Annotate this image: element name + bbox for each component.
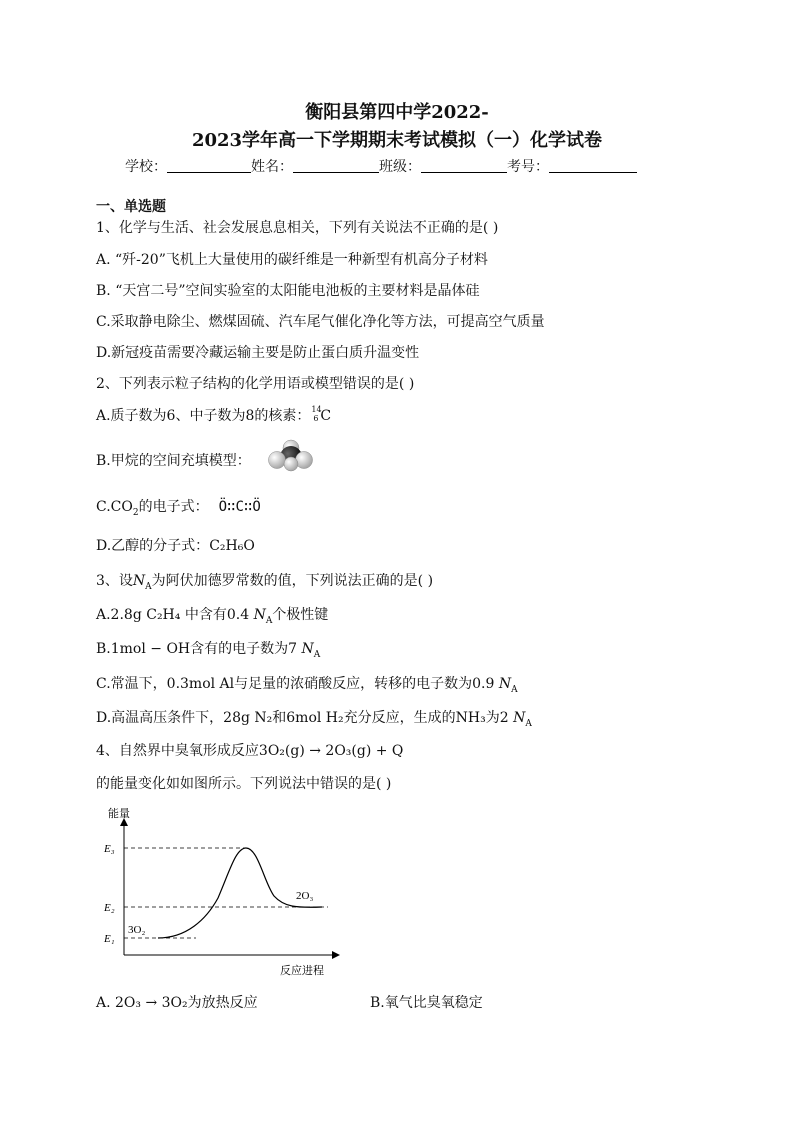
question-2-stem: 2、下列表示粒子结构的化学用语或模型错误的是( ): [96, 376, 415, 392]
product-label: 2O₃: [296, 890, 314, 902]
y-axis-label: 能量: [108, 808, 130, 820]
energy-profile-chart: [96, 800, 356, 980]
question-3-option-c: C.常温下，0.3mol Al与足量的浓硝酸反应，转移的电子数为0.9 $N_A$: [96, 676, 518, 695]
school-label: 学校：: [125, 159, 167, 175]
e1-label: E₁: [104, 933, 115, 945]
question-4-stem-line2: 的能量变化如如图所示。下列说法中错误的是( ): [96, 776, 392, 792]
exam-title-line1: 衡阳县第四中学2022-: [305, 102, 489, 123]
e3-label: E₃: [104, 843, 115, 855]
question-4-option-b: B.氧气比臭氧稳定: [370, 995, 483, 1011]
section-heading: 一、单选题: [96, 199, 166, 215]
class-label: 班级：: [379, 159, 421, 175]
school-field[interactable]: [167, 172, 251, 173]
question-4-stem-line1: 4、自然界中臭氧形成反应3O₂(g) → 2O₃(g) + Q: [96, 743, 404, 759]
exam-number-field[interactable]: [549, 172, 637, 173]
question-1-option-a: A. “歼-20”飞机上大量使用的碳纤维是一种新型有机高分子材料: [96, 252, 488, 268]
question-3-option-b: B.1mol − OH含有的电子数为7 $N_A$: [96, 641, 321, 660]
isotope-notation: 14 6: [311, 405, 322, 423]
methane-space-filling-model-icon: [264, 438, 316, 472]
question-1-option-b: B. “天宫二号”空间实验室的太阳能电池板的主要材料是晶体硅: [96, 283, 480, 299]
x-axis-label: 反应进程: [280, 965, 324, 977]
reactant-label: 3O₂: [128, 924, 146, 936]
question-2-option-a: A.质子数为6、中子数为8的核素： 14 6 C: [96, 405, 332, 424]
question-1-option-d: D.新冠疫苗需要冷藏运输主要是防止蛋白质升温变性: [96, 345, 420, 361]
question-3-option-a: A.2.8g C₂H₄ 中含有0.4 $N_A$个极性键: [96, 607, 329, 626]
name-label: 姓名：: [251, 159, 293, 175]
question-1-option-c: C.采取静电除尘、燃煤固硫、汽车尾气催化净化等方法，可提高空气质量: [96, 314, 545, 330]
name-field[interactable]: [293, 172, 379, 173]
question-3-stem: 3、设$N_A$为阿伏加德罗常数的值，下列说法正确的是( ): [96, 573, 434, 592]
student-info-row: [125, 156, 637, 176]
question-2-option-d: D.乙醇的分子式：C₂H₆O: [96, 538, 255, 554]
question-2-option-c: $C.CO_2$的电子式： Ö∷C∷Ö: [96, 499, 261, 518]
question-1-stem: 1、化学与生活、社会发展息息相关，下列有关说法不正确的是( ): [96, 220, 499, 236]
class-field[interactable]: [421, 172, 507, 173]
co2-electron-formula: Ö∷C∷Ö: [218, 499, 261, 515]
e2-label: E₂: [104, 902, 115, 914]
question-4-option-a: A. 2O₃ → 3O₂为放热反应: [96, 995, 258, 1011]
exam-title-line2: 2023学年高一下学期期末考试模拟（一）化学试卷: [191, 130, 603, 151]
question-2-option-b: B.甲烷的空间充填模型：: [96, 453, 251, 469]
question-3-option-d: D.高温高压条件下，28g N₂和6mol H₂充分反应，生成的NH₃为2 $N_A$: [96, 710, 532, 729]
exam-number-label: 考号：: [507, 159, 549, 175]
